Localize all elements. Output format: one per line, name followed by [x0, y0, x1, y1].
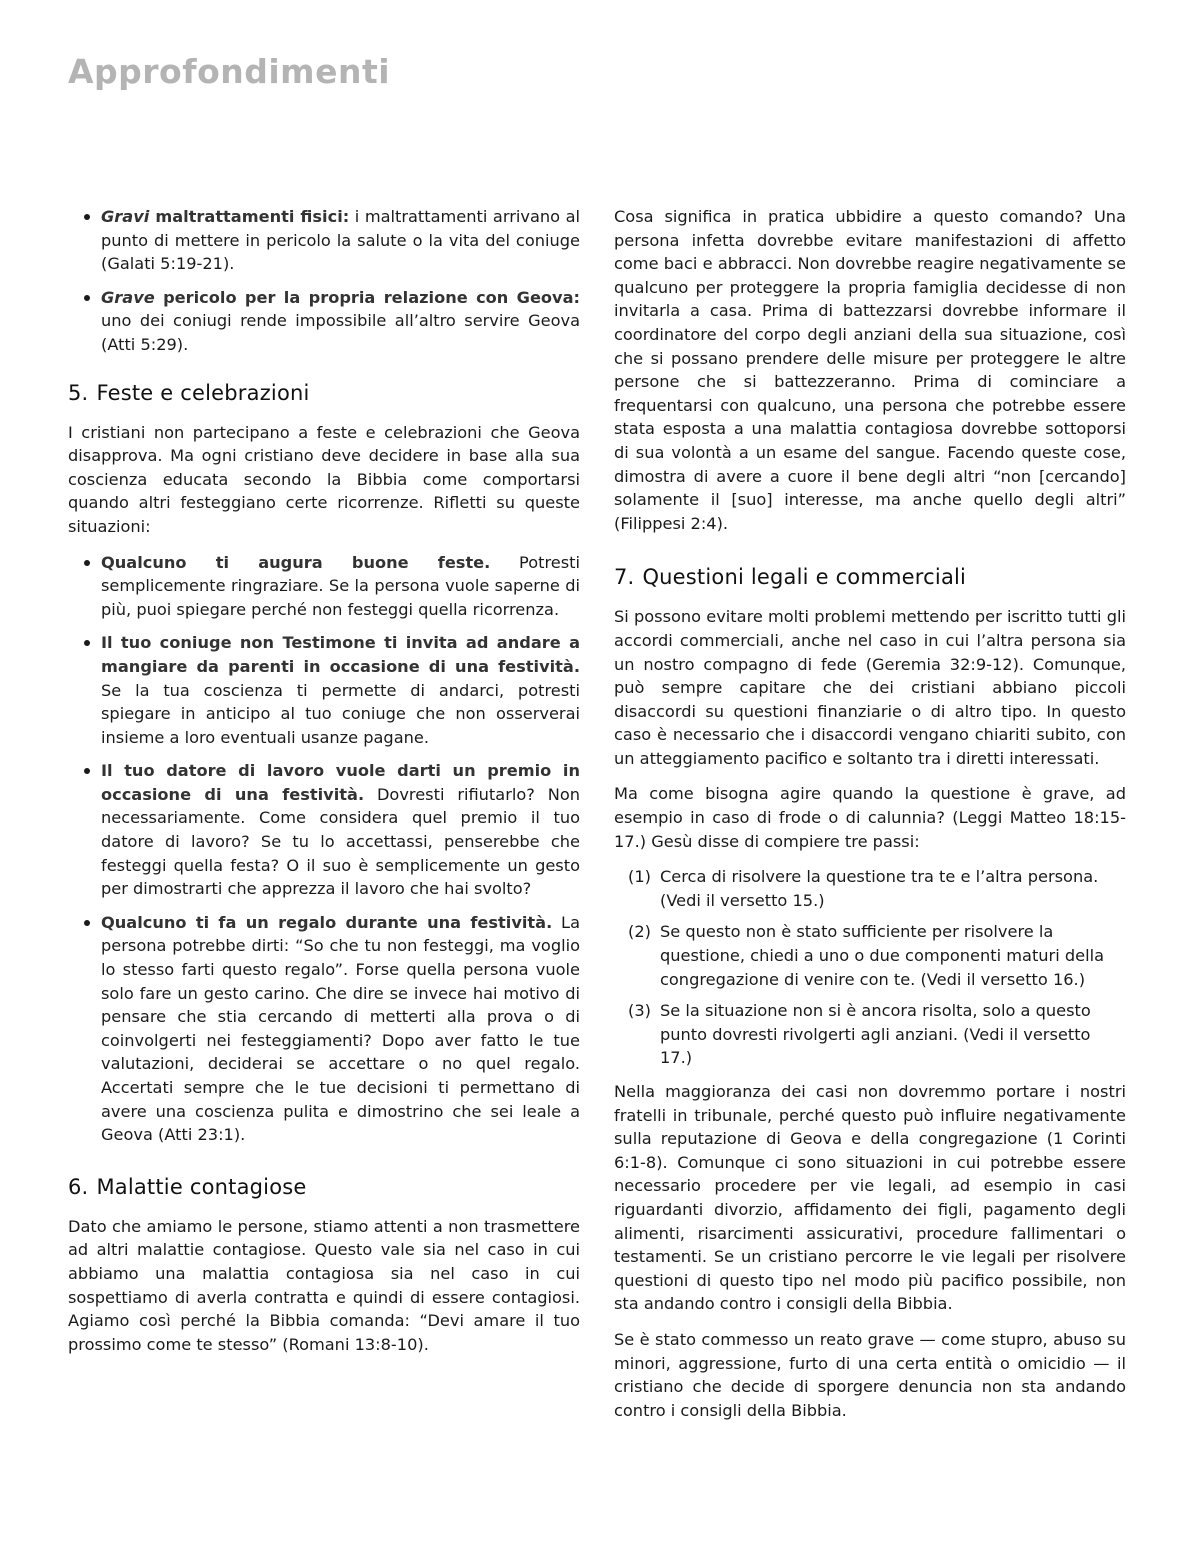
left-column: [68, 205, 580, 1368]
list-item: [68, 551, 580, 622]
section-number: 5.: [68, 380, 89, 405]
bullet-text: i maltrattamenti arrivano al punto di mettere in pericolo la salute o la vita del coniuge (Galati 5:19-21).: [101, 207, 580, 274]
section-title: Feste e celebrazioni: [96, 380, 310, 405]
step-item: [614, 920, 1126, 991]
bullet-lead: Qualcuno ti augura buone feste.: [101, 552, 491, 572]
step-text: Cerca di risolvere la questione tra te e l’altra persona. (Vedi il versetto 15.): [660, 867, 1099, 910]
section-7-paragraph-1: Si possono evitare molti problemi mettendo per iscritto tutti gli accordi commerciali, anche nel caso in cui l’altra persona sia un nostro compagno di fede (Geremia 32:9-12). Comunque, può sempre capitare che dei cristiani abbiano piccoli disaccordi su questioni finanziarie o di altro tipo. In questo caso è necessario che i disaccordi vengano chiariti subito, con un atteggiamento pacifico e soltanto tra i diretti interessati.: [614, 607, 1126, 768]
section-7-paragraph-4: Se è stato commesso un reato grave — come stupro, abuso su minori, aggressione, furto di una certa entità o omicidio — il cristiano che decide di sporgere denuncia non sta andando contro i consigli della Bibbia.: [614, 1329, 1126, 1420]
section-6-paragraph: Dato che amiamo le persone, stiamo attenti a non trasmettere ad altri malattie contagiose. Questo vale sia nel caso in cui abbiamo una malattia contagiosa sia nel caso in cui sospettiamo di averla contratta e quindi di essere contagiosi. Agiamo così perché la Bibbia comanda: “Devi amare il tuo prossimo come te stesso” (Romani 13:8-10).: [68, 1216, 580, 1354]
steps-list: [614, 865, 1126, 1070]
bullet-lead-italic: Gravi: [101, 207, 150, 226]
step-item: [614, 865, 1126, 912]
bullet-text: La persona potrebbe dirti: “So che tu non festeggi, ma voglio lo stesso farti questo regalo”. Forse quella persona vuole solo fare un gesto carino. Che dire se invece hai motivo di pensare che stia cercando di metterti alla prova o di coinvolgerti nei festeggiamenti? Dopo aver fatto le tue valutazioni, deciderai se accettare o no quel regalo. Accertati sempre che le tue decisioni ti permettano di avere una coscienza pulita e dimostrino che sei leale a Geova (Atti 23:1).: [101, 912, 580, 1145]
bullet-text: Potresti semplicemente ringraziare. Se la persona vuole saperne di più, puoi spiegare perché non festeggi quella ricorrenza.: [101, 552, 580, 619]
list-item: [68, 911, 580, 1147]
bullet-text: uno dei coniugi rende impossibile all’altro servire Geova (Atti 5:29).: [101, 311, 580, 354]
running-head: Approfondimenti: [68, 52, 391, 91]
section-number: 7.: [614, 565, 635, 590]
right-column: [614, 205, 1126, 1434]
bullet-icon: [84, 214, 90, 220]
step-item: [614, 999, 1126, 1070]
step-marker: (1): [628, 867, 651, 887]
bullet-lead: Il tuo coniuge non Testimone ti invita ad andare a mangiare da parenti in occasione di una festività.: [101, 633, 580, 676]
bullet-icon: [84, 295, 90, 301]
list-item: [68, 759, 580, 901]
section-7-paragraph-2: Ma come bisogna agire quando la questione è grave, ad esempio in caso di frode o di calunnia? (Leggi Matteo 18:15-17.) Gesù disse di compiere tre passi:: [614, 784, 1126, 851]
bullet-icon: [84, 560, 90, 566]
section-title: Malattie contagiose: [96, 1174, 307, 1199]
section-title: Questioni legali e commerciali: [642, 565, 967, 590]
list-item: [68, 205, 580, 276]
bullet-lead-bold: maltrattamenti fisici:: [149, 207, 350, 226]
bullet-lead-bold: pericolo per la propria relazione con Geova:: [154, 287, 580, 307]
section-heading-7: [614, 563, 1126, 591]
step-text: Se questo non è stato sufficiente per risolvere la questione, chiedi a uno o due componenti maturi della congregazione di venire con te. (Vedi il versetto 16.): [660, 922, 1105, 989]
bullet-text: Dovresti rifiutarlo? Non necessariamente. Come considera quel premio il tuo datore di lavoro? Se tu lo accettassi, penserebbe che festeggi quella festa? O il suo è semplicemente un gesto per dimostrarti che apprezza il lavoro che hai svolto?: [101, 784, 580, 899]
section-heading-6: [68, 1173, 580, 1201]
section-6-continued-paragraph: Cosa significa in pratica ubbidire a questo comando? Una persona infetta dovrebbe evitare manifestazioni di affetto come baci e abbracci. Non dovrebbe reagire negativamente se qualcuno per proteggere la propria famiglia decidesse di non invitarla a casa. Prima di battezzarsi dovrebbe informare il coordinatore del corpo degli anziani della sua situazione, così che si possano prendere delle misure per proteggere le altre persone che si battezzeranno. Prima di cominciare a frequentarsi con qualcuno, una persona che potrebbe essere stata esposta a una malattia contagiosa dovrebbe sottoporsi di sua volontà a un esame del sangue. Facendo queste cose, dimostra di avere a cuore il bene degli altri “non [cercando] solamente il [suo] interesse, ma anche quello degli altri” (Filippesi 2:4).: [614, 207, 1126, 533]
section-7-paragraph-3: Nella maggioranza dei casi non dovremmo portare i nostri fratelli in tribunale, perché questo può influire negativamente sulla reputazione di Geova e della congregazione (1 Corinti 6:1-8). Comunque ci sono situazioni in cui potrebbe essere necessario procedere per vie legali, ad esempio in casi riguardanti divorzio, affidamento dei figli, pagamento degli alimenti, risarcimenti assicurativi, procedure fallimentari o testamenti. Se un cristiano percorre le vie legali per risolvere questioni di questo tipo nel modo più pacifico possibile, non sta andando contro i consigli della Bibbia.: [614, 1082, 1126, 1314]
list-item: [68, 286, 580, 357]
section-heading-5: [68, 379, 580, 407]
step-marker: (2): [628, 922, 651, 942]
bullet-text: Se la tua coscienza ti permette di andarci, potresti spiegare in anticipo al tuo coniuge che non osserverai insieme a loro eventuali usanze pagane.: [101, 680, 580, 747]
bullet-icon: [84, 920, 90, 926]
list-item: [68, 631, 580, 749]
step-marker: (3): [628, 1001, 651, 1021]
bullet-lead: Il tuo datore di lavoro vuole darti un premio in occasione di una festività.: [101, 761, 580, 804]
intro-bullet-list: [68, 205, 580, 357]
bullet-icon: [84, 640, 90, 646]
bullet-lead: Qualcuno ti fa un regalo durante una festività.: [101, 912, 553, 932]
bullet-icon: [84, 768, 90, 774]
section-5-intro: I cristiani non partecipano a feste e celebrazioni che Geova disapprova. Ma ogni cristiano deve decidere in base alla sua coscienza educata secondo la Bibbia come comportarsi quando altri festeggiano certe ricorrenze. Rifletti su queste situazioni:: [68, 422, 580, 536]
bullet-lead: [101, 207, 349, 226]
bullet-lead: [101, 288, 580, 307]
section-number: 6.: [68, 1174, 89, 1199]
section-5-bullet-list: [68, 551, 580, 1147]
bullet-lead-italic: Grave: [101, 287, 155, 307]
step-text: Se la situazione non si è ancora risolta, solo a questo punto dovresti rivolgerti agli anziani. (Vedi il versetto 17.): [660, 1001, 1091, 1068]
